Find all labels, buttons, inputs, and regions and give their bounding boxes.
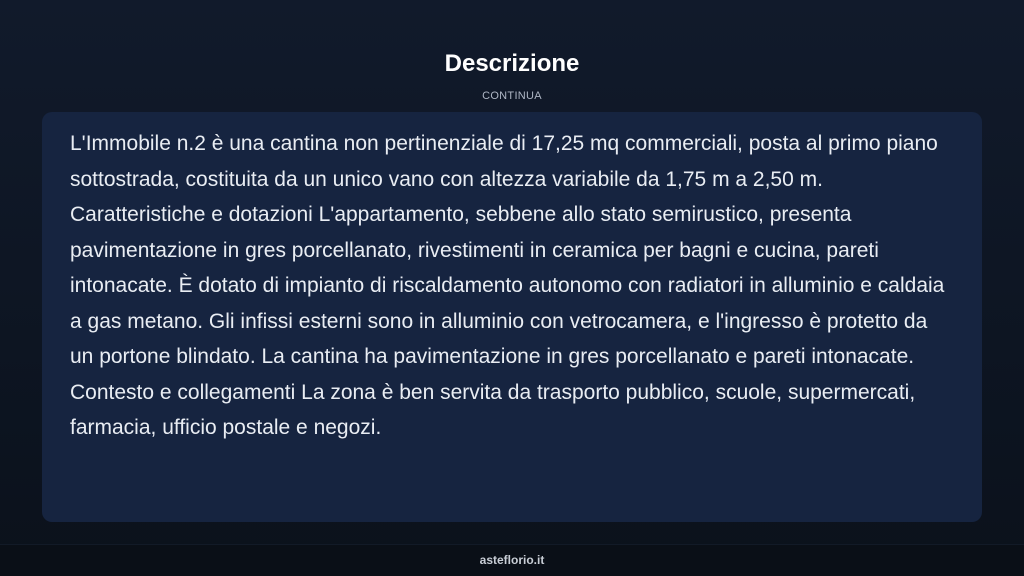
description-card: [42, 112, 982, 522]
footer: [0, 544, 1024, 576]
continue-label[interactable]: CONTINUA: [482, 90, 542, 102]
description-text: L'Immobile n.2 è una cantina non pertinenziale di 17,25 mq commerciali, posta al primo piano sottostrada, costituita da un unico vano con altezza variabile da 1,75 m a 2,50 m. Caratteristiche e dotazioni L'appartamento, sebbene allo stato semirustico, presenta pavimentazione in gres porcellanato, rivestimenti in ceramica per bagni e cucina, pareti intonacate. È dotato di impianto di riscaldamento autonomo con radiatori in alluminio e caldaia a gas metano. Gli infissi esterni sono in alluminio con vetrocamera, e l'ingresso è protetto da un portone blindato. La cantina ha pavimentazione in gres porcellanato e pareti intonacate. Contesto e collegamenti La zona è ben servita da trasporto pubblico, scuole, supermercati, farmacia, ufficio postale e negozi.: [70, 132, 945, 439]
footer-brand[interactable]: asteflorio.it: [479, 553, 545, 567]
page-title: Descrizione: [444, 50, 580, 77]
